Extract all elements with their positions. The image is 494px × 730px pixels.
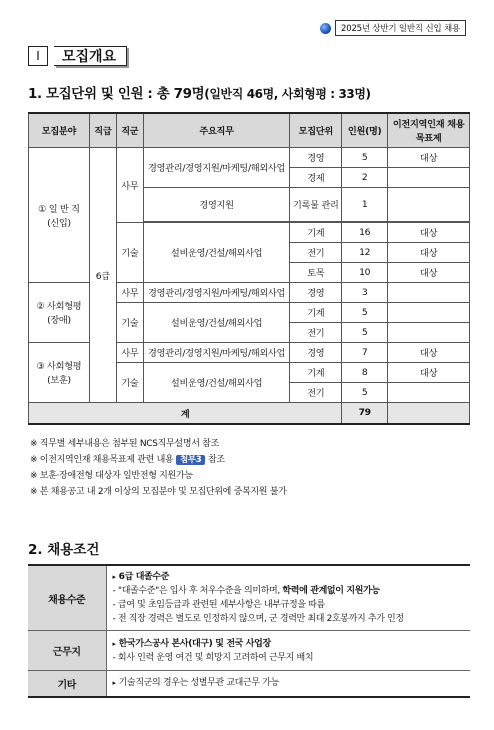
table-row: 전기 12 대상 xyxy=(29,242,470,262)
conditions-table xyxy=(28,564,470,698)
table-row: ② 사회형평 (장애) 사무 경영관리/경영지원/마케팅/해외사업 경영 3 xyxy=(29,282,470,302)
table-header-row: 모집분야 직급 직군 주요직무 모집단위 인원(명) 이전지역인재 채용목표제 xyxy=(29,113,470,147)
bullet-icon: ▸ xyxy=(112,639,116,648)
table-row: 경제 2 xyxy=(29,167,470,187)
recruitment-table xyxy=(28,112,470,425)
bullet-icon: ▸ xyxy=(112,573,116,581)
section-title: 모집개요 xyxy=(54,46,127,66)
note: ※ 직무별 세부내용은 첨부된 NCS직무설명서 참조 xyxy=(30,439,219,449)
table-row: 토목 10 대상 xyxy=(29,262,470,282)
field-general: ① 일 반 직 (신입) xyxy=(29,147,90,282)
table-row: 기술 설비운영/건설/해외사업 기계 5 xyxy=(29,302,470,322)
grade-cell: 6급 xyxy=(89,147,116,402)
condition-row: 채용수준 ▸ 6급 대졸수준 - "대졸수준"은 입사 후 처우수준을 의미하며, 학력에 관계없이 지원가능 - 급여 및 초임등급과 관련된 세부사항은 내부규정을 따름 - 전 직장 경력은 별도로 인정하지 않으며, 군 경력만 최대 2호봉까지 추가 인정 xyxy=(28,565,470,631)
note: ※ 본 채용공고 내 2개 이상의 모집분야 및 모집단위에 중복지원 불가 xyxy=(30,487,287,497)
table-total-row: 계 79 xyxy=(29,402,470,424)
announcement-tag xyxy=(320,20,466,36)
table-row: 전기 5 xyxy=(29,382,470,402)
note: ※ 보훈·장애전형 대상자 일반전형 지원가능 xyxy=(30,471,193,481)
recruitment-heading: 1. 모집단위 및 인원 : 총 79명(일반직 46명, 사회형평 : 33명) xyxy=(28,86,371,102)
note: ※ 이전지역인재 채용목표제 관련 내용 첨부3 참조 xyxy=(30,455,225,465)
field-disabled: ② 사회형평 (장애) xyxy=(29,282,90,342)
notes-list xyxy=(30,436,287,500)
table-row: ③ 사회형평 (보훈) 사무 경영관리/경영지원/마케팅/해외사업 경영 7 대상 xyxy=(29,342,470,362)
table-row: 기술 설비운영/건설/해외사업 기계 8 대상 xyxy=(29,362,470,382)
table-row: 기술 설비운영/건설/해외사업 기계 16 대상 xyxy=(29,222,470,242)
table-row: ① 일 반 직 (신입) 6급 사무 경영관리/경영지원/마케팅/해외사업 경영 5 대상 xyxy=(29,147,470,167)
announcement-tag-text: 2025년 상반기 일반직 신입 채용 xyxy=(335,20,466,36)
table-row: 경영지원 기록물 관리 1 xyxy=(29,187,470,221)
globe-icon xyxy=(320,23,331,34)
bullet-icon: ▸ xyxy=(112,679,116,688)
condition-row: 근무지 ▸ 한국가스공사 본사(대구) 및 전국 사업장 - 회사 인력 운영 여건 및 희망지 고려하여 근무지 배치 xyxy=(28,631,470,671)
conditions-heading: 2. 채용조건 xyxy=(28,542,100,558)
attachment-badge: 첨부3 xyxy=(176,455,205,465)
section-header xyxy=(28,46,127,66)
condition-row: 기타 ▸ 기술직군의 경우는 성별무관 교대근무 가능 xyxy=(28,671,470,697)
field-veteran: ③ 사회형평 (보훈) xyxy=(29,342,90,402)
section-number: Ⅰ xyxy=(28,46,48,66)
table-row: 전기 5 xyxy=(29,322,470,342)
